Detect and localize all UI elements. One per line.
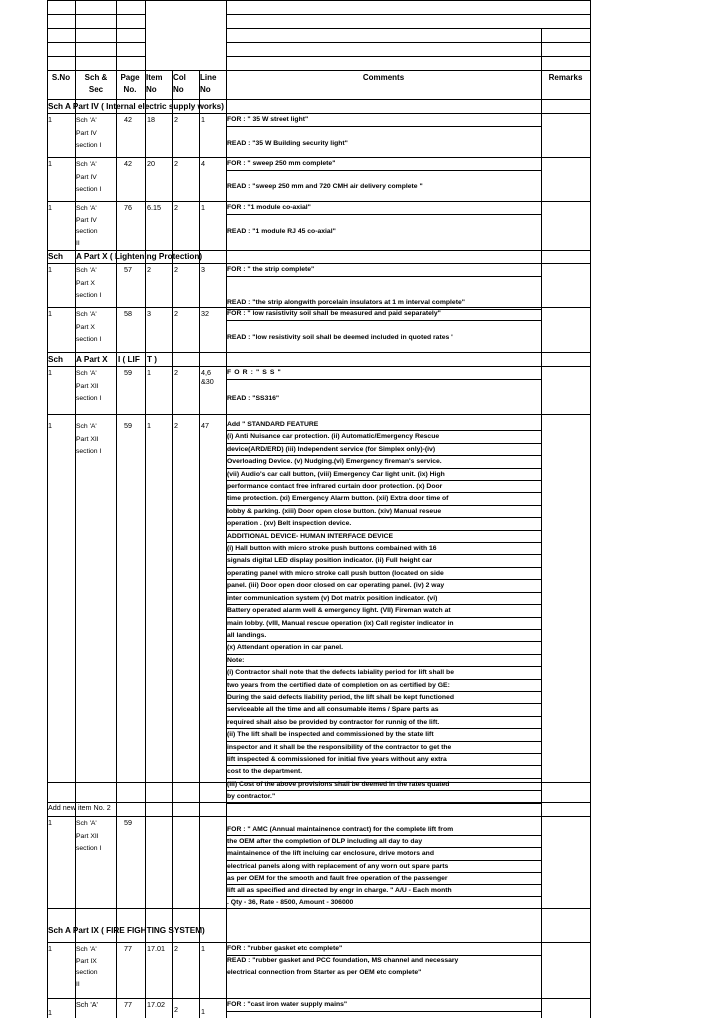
row-for-text — [227, 999, 541, 1012]
comment-line: all landings. — [227, 630, 541, 642]
grid-line — [47, 99, 591, 100]
row-col: 2 — [174, 421, 178, 430]
sec-line: section I — [76, 845, 102, 852]
row-sch-sec — [76, 115, 116, 153]
row-sno: 1 — [48, 203, 52, 212]
sec-line: Sch 'A' — [76, 423, 97, 430]
header-sch-sec: Sch & Sec — [84, 73, 108, 94]
row-line: 1 — [201, 1007, 205, 1016]
grid-line — [47, 0, 591, 1]
row-col: 2 — [174, 944, 178, 953]
sec-line: Sch 'A' — [76, 311, 97, 318]
sec-line: section I — [76, 336, 102, 343]
sec-line: Sch 'A' — [76, 946, 97, 953]
row-sch-sec: Sch 'A' — [76, 1000, 98, 1009]
row-page: 42 — [124, 159, 132, 168]
row-for-text — [227, 308, 541, 321]
comment-line: electrical connection from Starter as per OEM etc complete" — [227, 968, 422, 976]
sec-line: section I — [76, 186, 102, 193]
grid-line — [47, 56, 146, 57]
fire-read-comment — [227, 955, 541, 978]
header-line-no: Line No — [200, 73, 217, 94]
row-line: 1 — [201, 115, 205, 124]
row-col: 2 — [174, 309, 178, 318]
row-col: 2 — [174, 265, 178, 274]
row-item: 17.01 — [147, 944, 165, 953]
sec-line: Part XII — [76, 435, 99, 443]
comment-line: operating panel with micro stroke call push button (located on side — [227, 568, 541, 580]
row-sch-sec — [76, 944, 116, 990]
comment-line: (i) Anti Nuisance car protection. (ii) Automatic/Emergency Rescue — [227, 431, 541, 443]
row-sno: 1 — [48, 159, 52, 168]
sec-line: Sch 'A' — [76, 117, 97, 124]
row-col: 2 — [174, 115, 178, 124]
section-heading: T ) — [147, 355, 158, 364]
row-page: 76 — [124, 203, 132, 212]
grid-line — [226, 14, 591, 15]
row-for-text — [227, 367, 541, 380]
comment-line: performance contact free infrared curtain door protection. (x) Door — [227, 481, 541, 493]
row-col: 2 — [174, 203, 178, 212]
row-item: 17.02 — [147, 1000, 165, 1009]
read-line: READ : "sweep 250 mm and 720 CMH air delivery complete " — [227, 183, 423, 190]
grid-line — [47, 28, 146, 29]
grid-line — [590, 0, 591, 1018]
grid-line — [47, 352, 591, 353]
comment-line: lobby & parking. (xiii) Door open close button. (xiv) Manual reseue — [227, 506, 541, 518]
sec-line: Sch 'A' — [76, 267, 97, 274]
sec-line: Sch 'A' — [76, 161, 97, 168]
comment-line: ADDITIONAL DEVICE- HUMAN INTERFACE DEVICE — [227, 531, 541, 543]
row-page: 77 — [124, 944, 132, 953]
comment-line: serviceable all the time and all consumable items / Spare parts as — [227, 704, 541, 716]
sec-line: section I — [76, 292, 102, 299]
comment-line: (iii) Cost of the above provisions shall be deemed in the rates quated — [227, 779, 541, 791]
section-heading: Sch A Part IX ( FIRE FIGHTING SYSTEM) — [48, 926, 205, 935]
comment-line: signals digital LED display position indicator. (ii) Full height car — [227, 555, 541, 567]
comment-line: (x) Attendant operation in car panel. — [227, 642, 541, 654]
add-new-item-label: Add new item No. 2 — [48, 803, 111, 812]
comment-line: main lobby. (vIII, Manual rescue operation (ix) Call register indicator in — [227, 618, 541, 630]
row-page: 59 — [124, 421, 132, 430]
sec-line: section I — [76, 448, 102, 455]
row-line: 4,6 &30 — [201, 368, 214, 386]
comment-line: lift all as specified and directed by engr in charge. " A/U - Each month — [227, 885, 541, 897]
comment-line: (i) Contractor shall note that the defects labiality period for lift shall be — [227, 667, 541, 679]
row-read-text — [227, 138, 541, 150]
header-item-no: Item No — [146, 73, 163, 94]
row-sch-sec — [76, 818, 116, 856]
row-line: 4 — [201, 159, 205, 168]
sec-line: Part X — [76, 323, 95, 331]
row-sch-sec — [76, 203, 116, 249]
row-page: 58 — [124, 309, 132, 318]
section-heading: A Part X — [76, 355, 108, 364]
row-line: 32 — [201, 309, 209, 318]
grid-line — [75, 0, 76, 1018]
row-sno: 1 — [48, 115, 52, 124]
row-page: 57 — [124, 265, 132, 274]
comment-line: by contractor." — [227, 791, 541, 803]
comment-line: operation . (xv) Belt inspection device. — [227, 518, 541, 530]
row-sno: 1 — [48, 818, 52, 827]
section-heading: Sch — [48, 355, 64, 364]
section-heading: I ( LIF — [118, 355, 140, 364]
for-line: FOR : "rubber gasket etc complete" — [227, 943, 541, 956]
row-col: 2 — [174, 1005, 178, 1014]
comment-line: maintainence of the lift incluing car enclosure, drive motors and — [227, 848, 541, 860]
for-line: FOR : "1 module co-axial" — [227, 202, 541, 215]
row-line: 3 — [201, 265, 205, 274]
sec-line: Part XII — [76, 382, 99, 390]
comment-line: as per OEM for the smooth and fault free operation of the passenger — [227, 873, 541, 885]
comment-line: inter communication system (v) Dot matrix position indicator. (vi) — [227, 593, 541, 605]
row-sch-sec — [76, 159, 116, 197]
grid-line — [47, 14, 146, 15]
comment-line: . Qty - 36, Rate - 8500, Amount - 306000 — [227, 897, 541, 909]
sec-line: Part IV — [76, 216, 97, 224]
lift-comment — [227, 419, 541, 804]
row-page: 59 — [124, 368, 132, 377]
sec-line: Part IV — [76, 129, 97, 137]
sec-line: Part XII — [76, 832, 99, 840]
for-line: FOR : " 35 W street light" — [227, 114, 541, 127]
grid-line — [145, 0, 146, 1018]
header-sno: S.No — [51, 73, 71, 82]
comment-line: required shall also be provided by contractor for runnig of the lift. — [227, 717, 541, 729]
sec-line: Part IV — [76, 173, 97, 181]
comment-line: (vii) Audio's car call button, (viii) Emergency Car light unit. (ix) High — [227, 469, 541, 481]
comment-line: electrical panels along with replacement of any worn out spare parts — [227, 861, 541, 873]
comment-line: lift inspected & commissioned for initial five years without any extra — [227, 754, 541, 766]
comment-line: During the said defects liability period, the lift shall be kept functioned — [227, 692, 541, 704]
row-item: 20 — [147, 159, 155, 168]
row-sno: 1 — [48, 368, 52, 377]
comment-line: READ : "rubber gasket and PCC foundation, MS channel and necessary — [227, 957, 459, 964]
row-col: 2 — [174, 159, 178, 168]
header-page-no: Page No. — [120, 73, 140, 94]
comment-line: Overloading Device. (v) Nudging.(vi) Emergency fireman's service. — [227, 456, 541, 468]
for-line: F O R : " S S " — [227, 367, 541, 380]
row-read-text — [227, 226, 541, 238]
sec-line: Sch 'A' — [76, 370, 97, 377]
row-sno: 1 — [48, 265, 52, 274]
header-col-no: Col No — [173, 73, 186, 94]
grid-line — [226, 28, 591, 29]
for-line: FOR : " the strip complete" — [227, 264, 541, 277]
row-page: 59 — [124, 818, 132, 827]
row-for-text — [227, 264, 541, 277]
grid-line — [47, 414, 591, 415]
row-item: 6.15 — [147, 203, 161, 212]
sec-line: section — [76, 969, 98, 976]
grid-line — [541, 28, 542, 1018]
comment-line: the OEM after the completion of DLP including all day to day — [227, 836, 541, 848]
row-read-text — [227, 181, 541, 193]
amc-comment — [227, 824, 541, 909]
read-line: READ : "SS316" — [227, 395, 280, 402]
read-line: READ : "1 module RJ 45 co-axial" — [227, 228, 336, 235]
comment-line: device(ARD/ERD) (iii) Independent service (for Simplex only)-(iv) — [227, 444, 541, 456]
sec-line: II — [76, 980, 80, 988]
read-line: READ : "low resistivity soil shall be deemed included in quoted rates ' — [227, 334, 453, 341]
sec-line: II — [76, 239, 80, 247]
row-read-text — [227, 393, 541, 405]
comment-line: panel. (iii) Door open door closed on car operating panel. (iv) 2 way — [227, 580, 541, 592]
row-sno: 1 — [48, 421, 52, 430]
grid-line — [47, 70, 591, 71]
sec-line: Part X — [76, 279, 95, 287]
section-heading: Sch A Part IV ( Internal electric supply works) — [48, 102, 224, 111]
read-line: READ : "35 W Building security light" — [227, 140, 348, 147]
comment-line: Add " STANDARD FEATURE — [227, 419, 541, 431]
for-line: FOR : " low rasistivity soil shall be measured and paid separately" — [227, 308, 541, 321]
row-line: 47 — [201, 421, 209, 430]
comment-line: Note: — [227, 655, 541, 667]
grid-line — [116, 0, 117, 1018]
row-page: 77 — [124, 1000, 132, 1009]
row-item: 2 — [147, 265, 151, 274]
comment-line: cost to the department. — [227, 766, 541, 778]
grid-line — [172, 70, 173, 1018]
row-sch-sec — [76, 368, 116, 406]
grid-line — [47, 0, 48, 1018]
comment-line: inspector and it shall be the responsibility of the contractor to get the — [227, 742, 541, 754]
for-line: FOR : " sweep 250 mm complete" — [227, 158, 541, 171]
row-line: 1 — [201, 944, 205, 953]
row-read-text — [227, 332, 541, 344]
row-col: 2 — [174, 368, 178, 377]
sec-line: Sch 'A' — [76, 820, 97, 827]
grid-line — [47, 816, 591, 817]
row-sno: 1 — [48, 309, 52, 318]
sec-line: section I — [76, 395, 102, 402]
row-for-text — [227, 943, 541, 956]
row-sno: 1 — [48, 944, 52, 953]
section-heading: Sch — [48, 252, 64, 261]
grid-line — [226, 56, 591, 57]
sec-line: section — [76, 228, 98, 235]
row-line: 1 — [201, 203, 205, 212]
comment-line: FOR : " AMC (Annual maintainence contract) for the complete lift from — [227, 824, 541, 836]
comment-line: time protection. (xi) Emergency Alarm button. (xii) Extra door time of — [227, 493, 541, 505]
row-for-text — [227, 202, 541, 215]
row-item: 1 — [147, 421, 151, 430]
row-item: 1 — [147, 368, 151, 377]
comment-line: Battery operated alarm well & emergency light. (VII) Fireman watch at — [227, 605, 541, 617]
row-item: 3 — [147, 309, 151, 318]
row-for-text — [227, 114, 541, 127]
row-for-text — [227, 158, 541, 171]
row-sch-sec — [76, 309, 116, 347]
comment-line: (i) Hall button with micro stroke push buttons combained with 16 — [227, 543, 541, 555]
header-remarks: Remarks — [548, 73, 583, 82]
row-sch-sec — [76, 421, 116, 459]
section-heading: A Part X ( Lightening Protection) — [76, 252, 203, 261]
header-comments: Comments — [362, 73, 405, 82]
grid-line — [199, 70, 200, 1018]
row-sno: 1 — [48, 1008, 52, 1017]
grid-line — [47, 42, 146, 43]
for-line: FOR : "cast iron water supply mains" — [227, 999, 541, 1012]
sec-line: Part IX — [76, 957, 97, 965]
read-line: READ : "the strip alongwith porcelain insulators at 1 m interval complete" — [227, 297, 541, 310]
row-page: 42 — [124, 115, 132, 124]
grid-line — [226, 42, 591, 43]
sec-line: Sch 'A' — [76, 205, 97, 212]
row-sch-sec — [76, 265, 116, 303]
comment-line: (ii) The lift shall be inspected and commissioned by the state lift — [227, 729, 541, 741]
sec-line: section I — [76, 142, 102, 149]
row-item: 18 — [147, 115, 155, 124]
comment-line: two years from the certified date of completion on as certified by GE: — [227, 680, 541, 692]
